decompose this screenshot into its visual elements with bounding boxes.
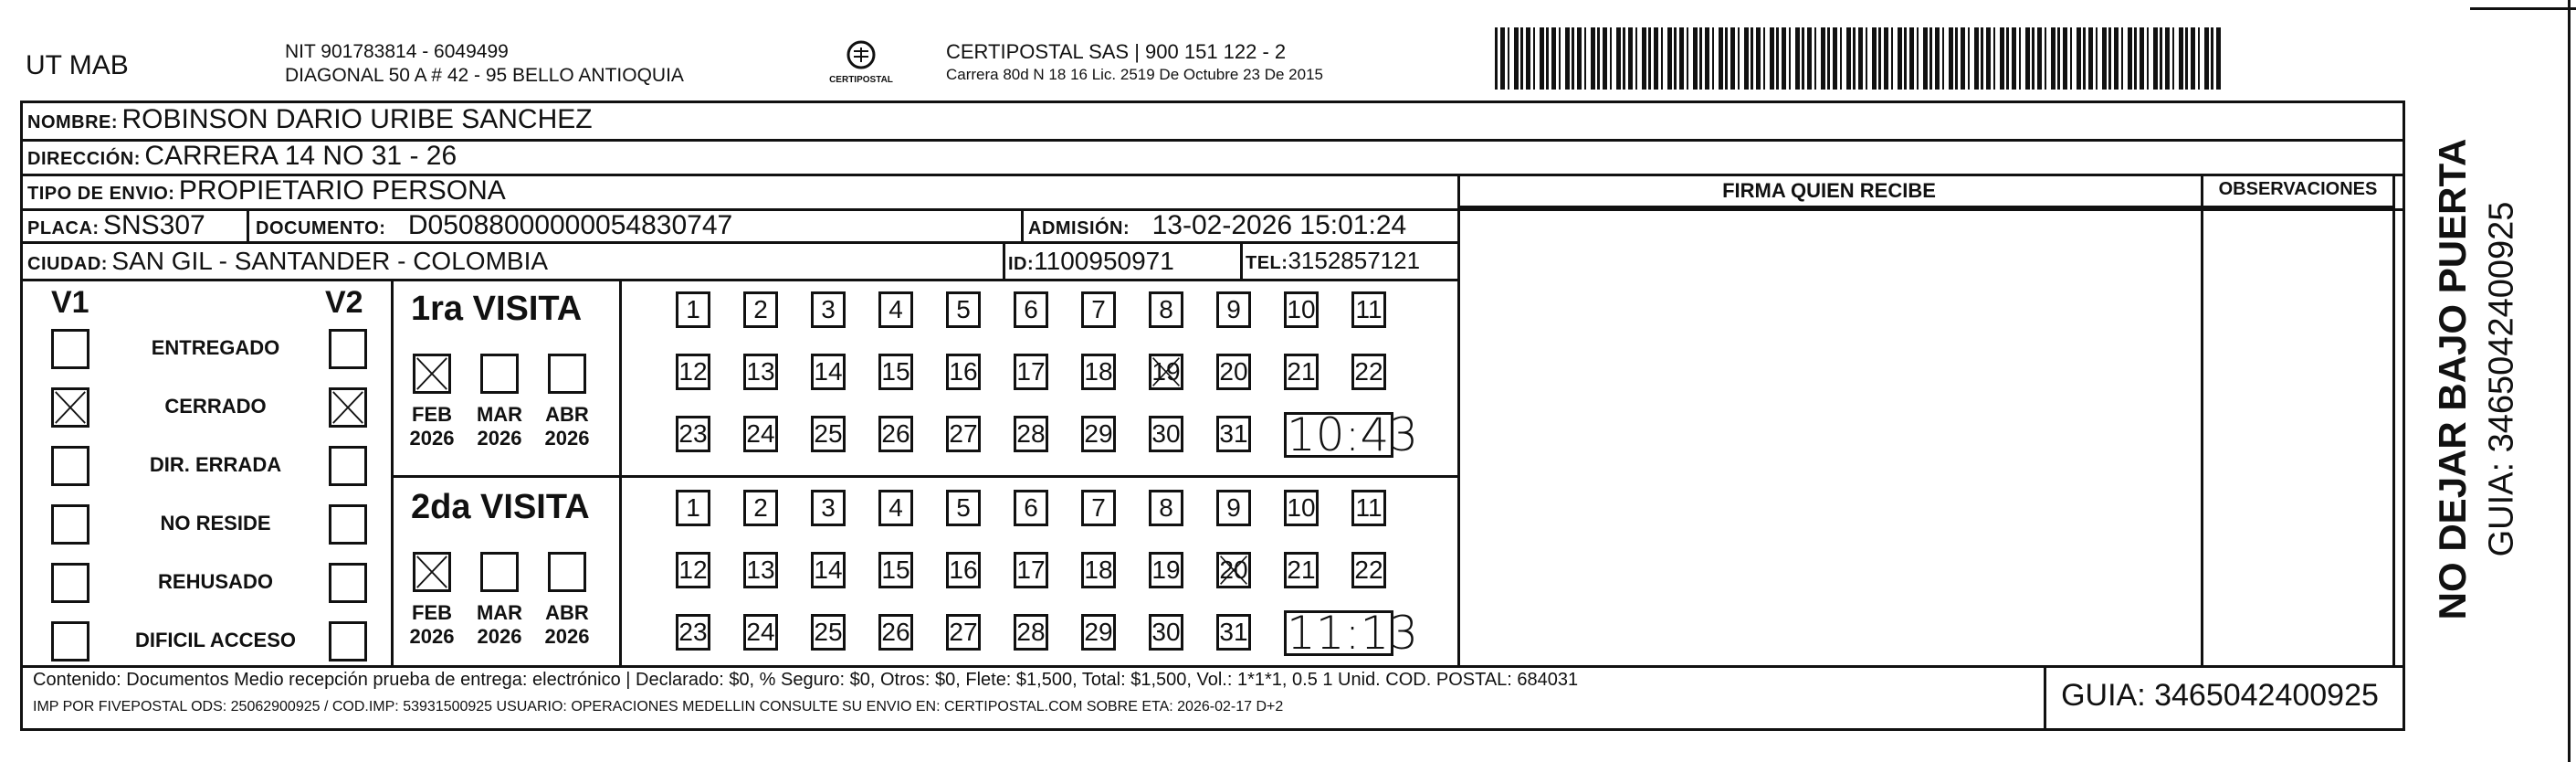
- day-box[interactable]: 30: [1149, 614, 1183, 651]
- day-box[interactable]: 26: [878, 416, 913, 452]
- day-box[interactable]: 20: [1216, 354, 1251, 390]
- company-name: UT MAB: [26, 50, 129, 80]
- day-box[interactable]: 5: [946, 490, 981, 526]
- day-box[interactable]: 15: [878, 552, 913, 588]
- v2-checkbox[interactable]: [329, 563, 367, 603]
- v2-checkbox[interactable]: [329, 387, 367, 428]
- day-box[interactable]: 21: [1284, 354, 1319, 390]
- v2-checkbox[interactable]: [329, 504, 367, 545]
- footer-imp: IMP POR FIVEPOSTAL ODS: 25062900925 / COD.IMP: 53931500925 USUARIO: OPERACIONES MEDELLIN CONSULTE SU ENVIO EN: CERTIPOSTAL.COM SOBRE ETA: 2026-02-17 D+2: [33, 699, 1284, 714]
- status-option-label: NO RESIDE: [160, 512, 271, 534]
- ciudad-field: CIUDAD: SAN GIL - SANTANDER - COLOMBIA: [27, 247, 549, 275]
- month-label: FEB 2026: [409, 403, 455, 450]
- day-box[interactable]: 9: [1216, 490, 1251, 526]
- day-box[interactable]: 4: [878, 291, 913, 328]
- day-box[interactable]: 2: [743, 291, 778, 328]
- visit-time: 11:13: [1284, 610, 1393, 656]
- day-box[interactable]: 14: [811, 354, 846, 390]
- day-box[interactable]: 30: [1149, 416, 1183, 452]
- no-dejar-bajo-puerta: NO DEJAR BAJO PUERTA: [2431, 138, 2474, 620]
- company-nit: NIT 901783814 - 6049499: [285, 41, 509, 62]
- day-box[interactable]: 27: [946, 614, 981, 651]
- visit-title: 2da VISITA: [411, 488, 590, 526]
- day-box[interactable]: 7: [1081, 291, 1116, 328]
- day-box[interactable]: 19: [1149, 552, 1183, 588]
- v2-checkbox[interactable]: [329, 621, 367, 661]
- month-label: MAR 2026: [476, 601, 523, 648]
- day-box[interactable]: 9: [1216, 291, 1251, 328]
- v2-header: V2: [325, 285, 363, 320]
- day-box[interactable]: 31: [1216, 416, 1251, 452]
- day-box[interactable]: 2: [743, 490, 778, 526]
- v1-header: V1: [51, 285, 89, 320]
- side-guia: GUIA: 3465042400925: [2482, 201, 2521, 557]
- firma-label: FIRMA QUIEN RECIBE: [1722, 179, 1936, 202]
- day-box[interactable]: 19: [1149, 354, 1183, 390]
- day-box[interactable]: 28: [1014, 614, 1048, 651]
- day-box[interactable]: 1: [676, 490, 710, 526]
- day-box[interactable]: 16: [946, 552, 981, 588]
- day-box[interactable]: 29: [1081, 614, 1116, 651]
- placa-field: PLACA: SNS307: [27, 210, 205, 240]
- day-box[interactable]: 13: [743, 552, 778, 588]
- day-box[interactable]: 15: [878, 354, 913, 390]
- month-checkbox[interactable]: [548, 552, 586, 592]
- day-box[interactable]: 20: [1216, 552, 1251, 588]
- month-checkbox[interactable]: [413, 354, 451, 394]
- day-box[interactable]: 28: [1014, 416, 1048, 452]
- day-box[interactable]: 14: [811, 552, 846, 588]
- tel-field: TEL:3152857121: [1246, 247, 1421, 274]
- v1-checkbox[interactable]: [51, 621, 89, 661]
- day-box[interactable]: 24: [743, 416, 778, 452]
- day-box[interactable]: 4: [878, 490, 913, 526]
- day-box[interactable]: 11: [1351, 490, 1386, 526]
- admision-field: ADMISIÓN: 13-02-2026 15:01:24: [1028, 210, 1407, 240]
- right-edge-line: [2568, 0, 2571, 762]
- day-box[interactable]: 31: [1216, 614, 1251, 651]
- certipostal-license: Carrera 80d N 18 16 Lic. 2519 De Octubre 23 De 2015: [946, 66, 1323, 83]
- tipo-envio-field: TIPO DE ENVIO: PROPIETARIO PERSONA: [27, 175, 506, 206]
- day-box[interactable]: 5: [946, 291, 981, 328]
- day-box[interactable]: 12: [676, 354, 710, 390]
- v1-checkbox[interactable]: [51, 329, 89, 369]
- day-box[interactable]: 18: [1081, 552, 1116, 588]
- day-box[interactable]: 10: [1284, 490, 1319, 526]
- id-field: ID:1100950971: [1008, 247, 1174, 275]
- barcode: [1495, 27, 2222, 90]
- day-box[interactable]: 8: [1149, 291, 1183, 328]
- v2-checkbox[interactable]: [329, 329, 367, 369]
- day-box[interactable]: 6: [1014, 490, 1048, 526]
- month-checkbox[interactable]: [548, 354, 586, 394]
- day-box[interactable]: 7: [1081, 490, 1116, 526]
- month-label: ABR 2026: [544, 403, 590, 450]
- day-box[interactable]: 23: [676, 614, 710, 651]
- month-checkbox[interactable]: [480, 552, 519, 592]
- status-option-label: REHUSADO: [158, 570, 273, 593]
- day-box[interactable]: 29: [1081, 416, 1116, 452]
- top-rule: [2470, 7, 2576, 10]
- status-option-label: CERRADO: [164, 395, 267, 418]
- v2-checkbox[interactable]: [329, 446, 367, 486]
- day-box[interactable]: 23: [676, 416, 710, 452]
- documento-field: DOCUMENTO: D050880000000548307​47: [256, 210, 733, 240]
- direccion-field: DIRECCIÓN: CARRERA 14 NO 31 - 26: [27, 141, 457, 171]
- day-box[interactable]: 6: [1014, 291, 1048, 328]
- day-box[interactable]: 18: [1081, 354, 1116, 390]
- day-box[interactable]: 1: [676, 291, 710, 328]
- day-box[interactable]: 13: [743, 354, 778, 390]
- v1-checkbox[interactable]: [51, 504, 89, 545]
- day-box[interactable]: 8: [1149, 490, 1183, 526]
- status-option-label: DIR. ERRADA: [149, 453, 282, 476]
- day-box[interactable]: 11: [1351, 291, 1386, 328]
- day-box[interactable]: 3: [811, 291, 846, 328]
- certipostal-logo: CERTIPOSTAL: [820, 38, 902, 91]
- day-box[interactable]: 25: [811, 614, 846, 651]
- footer-guia: GUIA: 3465042400925: [2061, 678, 2379, 713]
- month-checkbox[interactable]: [480, 354, 519, 394]
- day-box[interactable]: 16: [946, 354, 981, 390]
- visit-time: 10:43: [1284, 412, 1393, 458]
- company-address: DIAGONAL 50 A # 42 - 95 BELLO ANTIOQUIA: [285, 65, 684, 86]
- day-box[interactable]: 17: [1014, 552, 1048, 588]
- day-box[interactable]: 10: [1284, 291, 1319, 328]
- certipostal-name: CERTIPOSTAL SAS | 900 151 122 - 2: [946, 40, 1287, 63]
- v1-checkbox[interactable]: [51, 563, 89, 603]
- footer-content: Contenido: Documentos Medio recepción prueba de entrega: electrónico | Declarado: $0, % Seguro: $0, Otros: $0, Flete: $1,500, Total: $1,500, Vol.: 1*1*1, 0.5 1 Unid. COD. POSTAL: 684031: [33, 670, 1579, 690]
- observaciones-label: OBSERVACIONES: [2218, 179, 2378, 199]
- day-box[interactable]: 21: [1284, 552, 1319, 588]
- month-label: FEB 2026: [409, 601, 455, 648]
- day-box[interactable]: 26: [878, 614, 913, 651]
- v1-checkbox[interactable]: [51, 446, 89, 486]
- status-option-label: ENTREGADO: [151, 336, 280, 359]
- day-box[interactable]: 27: [946, 416, 981, 452]
- nombre-field: NOMBRE: ROBINSON DARIO URIBE SANCHEZ: [27, 104, 593, 134]
- day-box[interactable]: 22: [1351, 354, 1386, 390]
- month-checkbox[interactable]: [413, 552, 451, 592]
- day-box[interactable]: 3: [811, 490, 846, 526]
- day-box[interactable]: 12: [676, 552, 710, 588]
- day-box[interactable]: 24: [743, 614, 778, 651]
- day-box[interactable]: 17: [1014, 354, 1048, 390]
- day-box[interactable]: 25: [811, 416, 846, 452]
- v1-checkbox[interactable]: [51, 387, 89, 428]
- month-label: ABR 2026: [544, 601, 590, 648]
- visit-title: 1ra VISITA: [411, 290, 583, 328]
- day-box[interactable]: 22: [1351, 552, 1386, 588]
- status-option-label: DIFICIL ACCESO: [134, 629, 296, 651]
- month-label: MAR 2026: [476, 403, 523, 450]
